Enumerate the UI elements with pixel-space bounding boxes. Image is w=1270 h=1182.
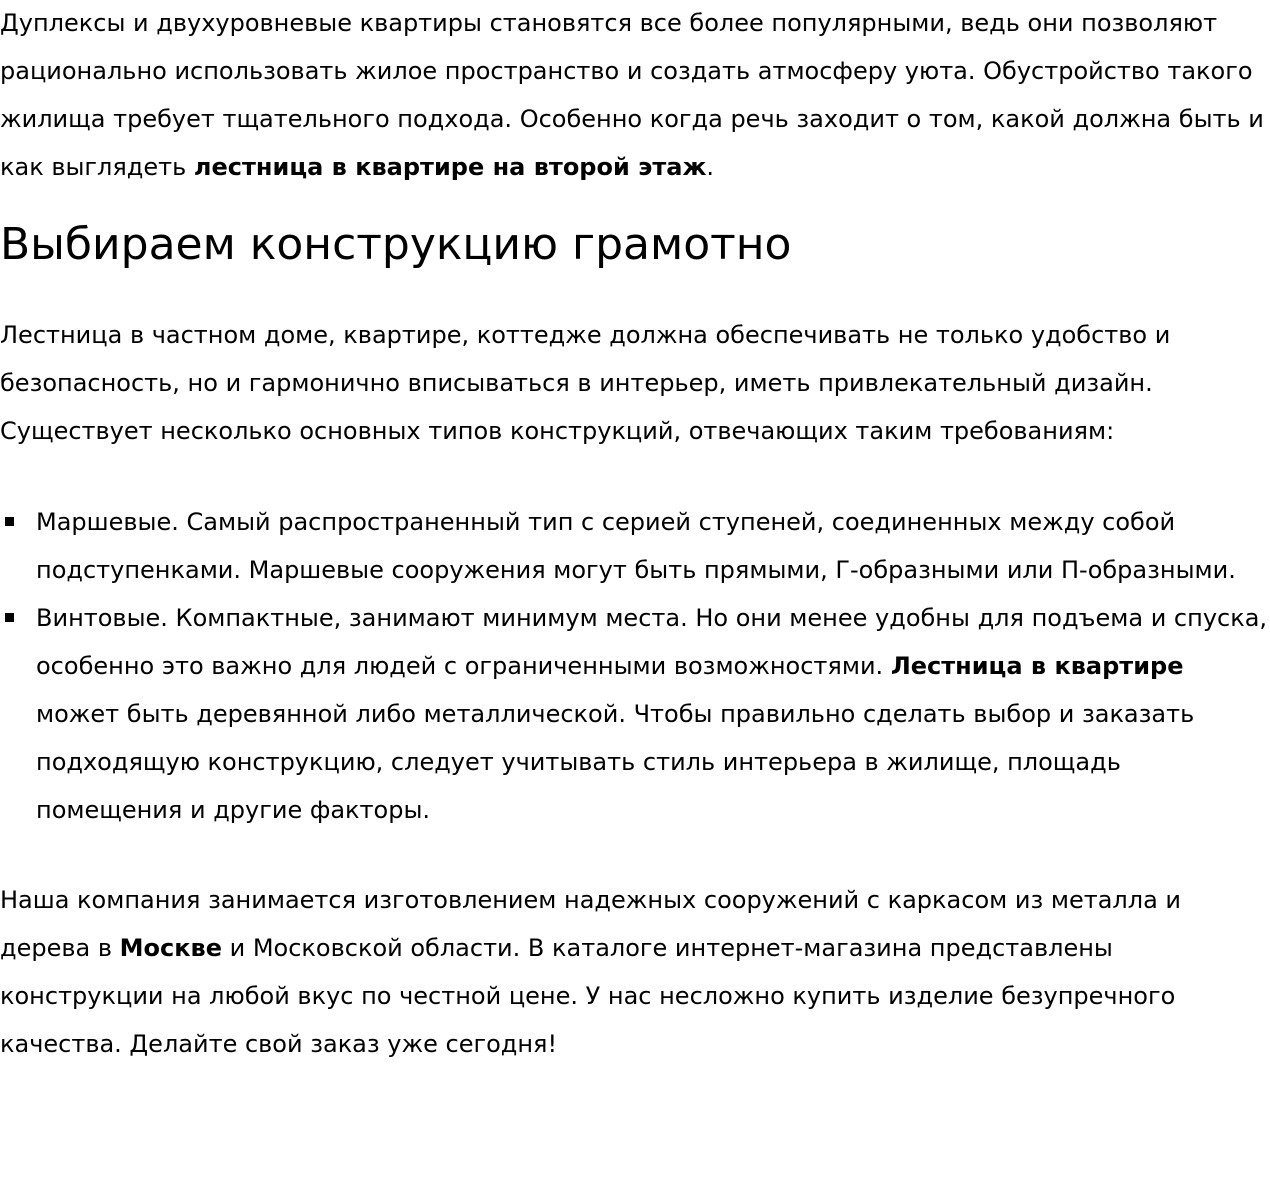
list-item-keyword: Лестница в квартире <box>890 652 1184 680</box>
list-item <box>0 594 1270 834</box>
outro-text: Наша компания занимается изготовлением надежных сооружений с каркасом из металла и дерева в <box>0 886 1182 962</box>
list-item-text: Винтовые. Компактные, занимают минимум места. Но они менее удобны для подъема и спуска, особенно это важно для людей с ограниченными возможностями. <box>36 604 1268 680</box>
square-bullet-icon <box>5 517 14 526</box>
outro-text-end: и Московской области. В каталоге интернет-магазина представлены конструкции на любой вкус по честной цене. У нас несложно купить изделие безупречного качества. Делайте свой заказ уже сегодня! <box>0 934 1176 1058</box>
intro-keyword: лестница в квартире на второй этаж <box>193 153 707 181</box>
intro-paragraph <box>0 0 1270 191</box>
outro-paragraph <box>0 876 1270 1068</box>
section-heading: Выбираем конструкцию грамотно <box>0 219 792 270</box>
stair-types-list <box>0 498 1270 834</box>
list-item <box>0 498 1270 594</box>
square-bullet-icon <box>5 613 14 622</box>
intro-text-end: . <box>706 153 714 181</box>
lead-paragraph: Лестница в частном доме, квартире, коттедже должна обеспечивать не только удобство и безопасность, но и гармонично вписываться в интерьер, иметь привлекательный дизайн. Существует несколько основных типов конструкций, отвечающих таким требованиям: <box>0 321 1171 445</box>
intro-text: Дуплексы и двухуровневые квартиры становятся все более популярными, ведь они позволяют рационально использовать жилое пространство и создать атмосферу уюта. Обустройство такого жилища требует тщательного подхода. Особенно когда речь заходит о том, какой должна быть и как выглядеть <box>0 9 1264 181</box>
list-item-text: Маршевые. Самый распространенный тип с серией ступеней, соединенных между собой подступенками. Маршевые сооружения могут быть прямыми, Г-образными или П-образными. <box>36 508 1236 584</box>
outro-keyword: Москве <box>119 934 222 962</box>
list-item-text-end: может быть деревянной либо металлической. Чтобы правильно сделать выбор и заказать подходящую конструкцию, следует учитывать стиль интерьера в жилище, площадь помещения и другие факторы. <box>36 700 1195 824</box>
